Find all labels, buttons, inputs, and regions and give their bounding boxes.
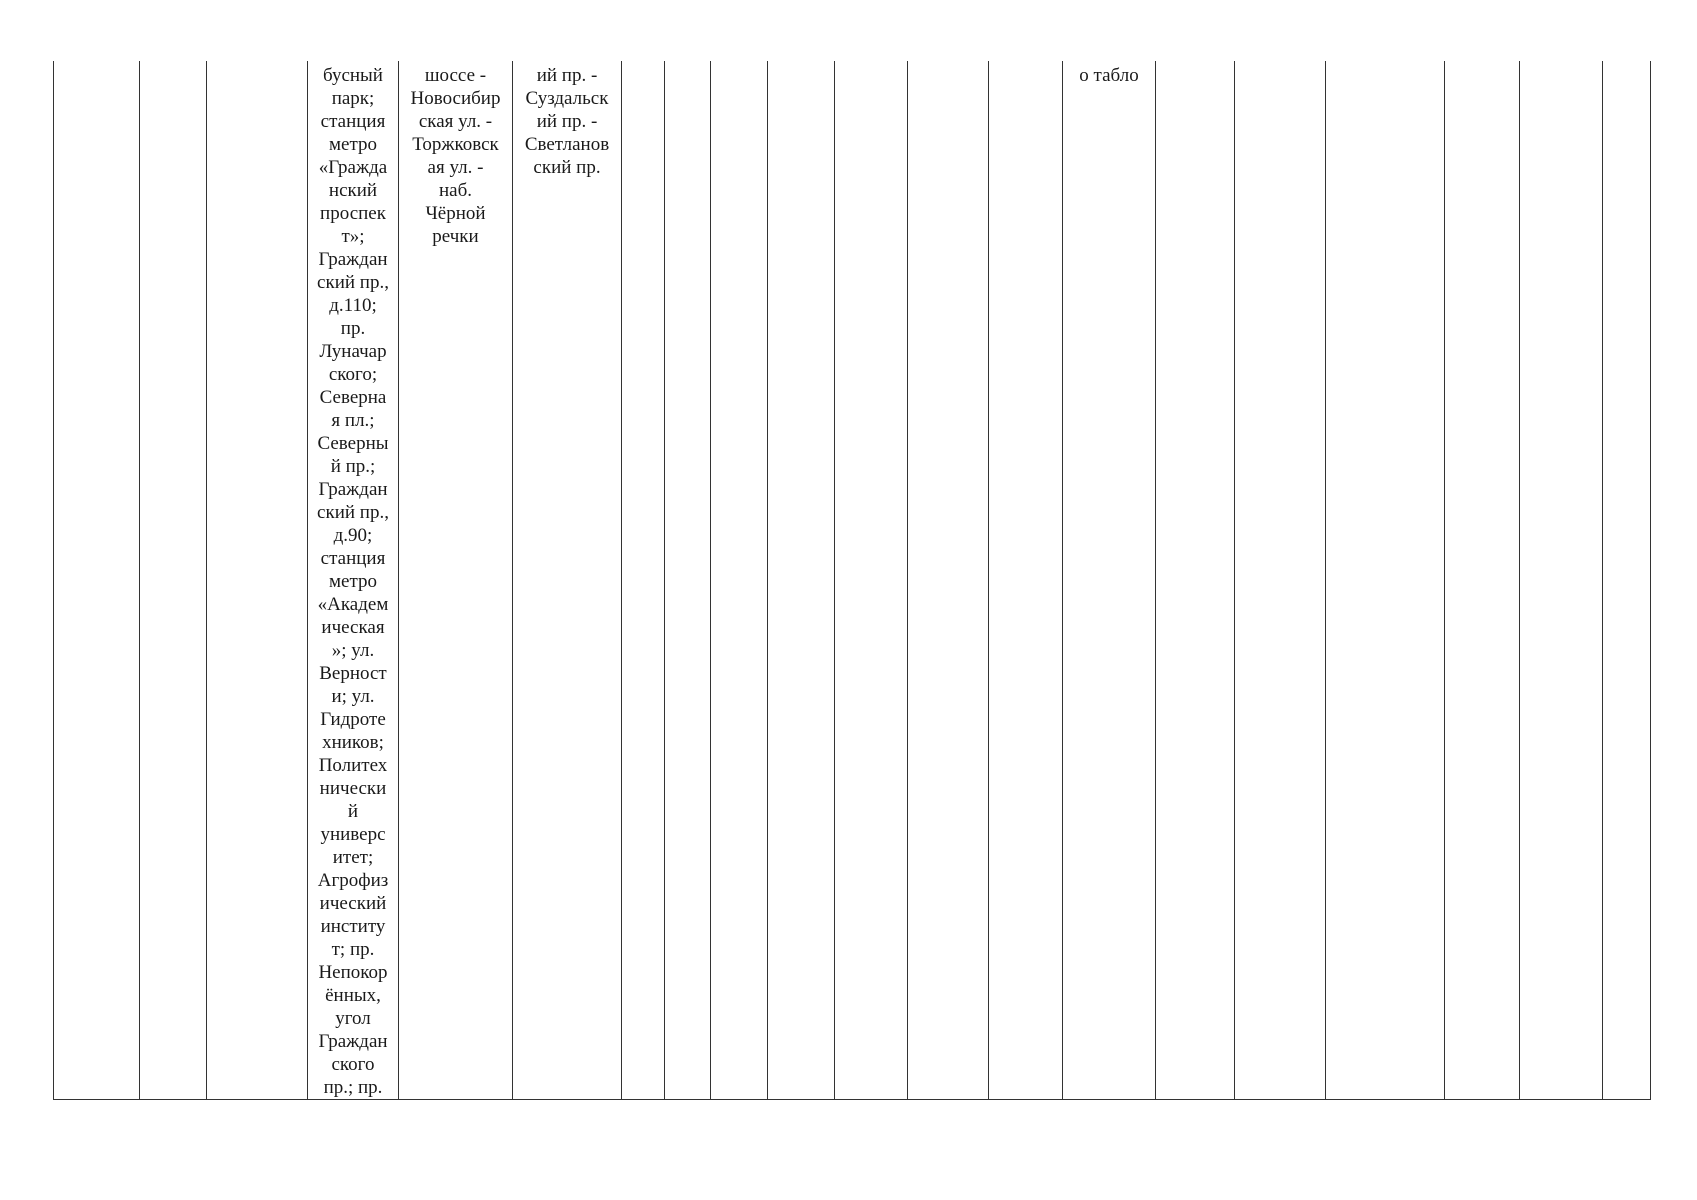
stops-list-cell: бусный парк; станция метро «Гражда нский проспек т»; Граждан ский пр., д.110; пр. Луначар ского; Северна я пл.; Северны й пр.; Граждан ский пр., д.90; станция метро «Академ ическая »; ул. Верност и; ул. Гидроте хников; Политех нически й универс итет; Агрофиз ический институ т; пр. Непокор ённых, угол Граждан ского пр.; пр. xyxy=(308,61,399,1100)
table-cell xyxy=(711,61,768,1100)
table-cell xyxy=(622,61,665,1100)
route-path-cell: шоссе - Новосибир ская ул. - Торжковск ая ул. - наб. Чёрной речки xyxy=(399,61,513,1100)
table-cell xyxy=(768,61,835,1100)
data-table xyxy=(53,61,1651,1100)
table-cell xyxy=(54,61,140,1100)
table-cell xyxy=(1156,61,1235,1100)
table-cell xyxy=(1445,61,1520,1100)
table-row xyxy=(54,61,1651,1100)
display-board-cell: о табло xyxy=(1063,61,1156,1100)
table-cell xyxy=(1235,61,1326,1100)
table-cell xyxy=(1603,61,1651,1100)
table-cell xyxy=(835,61,908,1100)
table-cell xyxy=(665,61,711,1100)
table-cell xyxy=(1326,61,1445,1100)
route-path-cell: ий пр. - Суздальск ий пр. - Светланов ский пр. xyxy=(513,61,622,1100)
table-cell xyxy=(140,61,207,1100)
table-cell xyxy=(1520,61,1603,1100)
table-cell xyxy=(989,61,1063,1100)
table-cell xyxy=(207,61,308,1100)
table-cell xyxy=(908,61,989,1100)
